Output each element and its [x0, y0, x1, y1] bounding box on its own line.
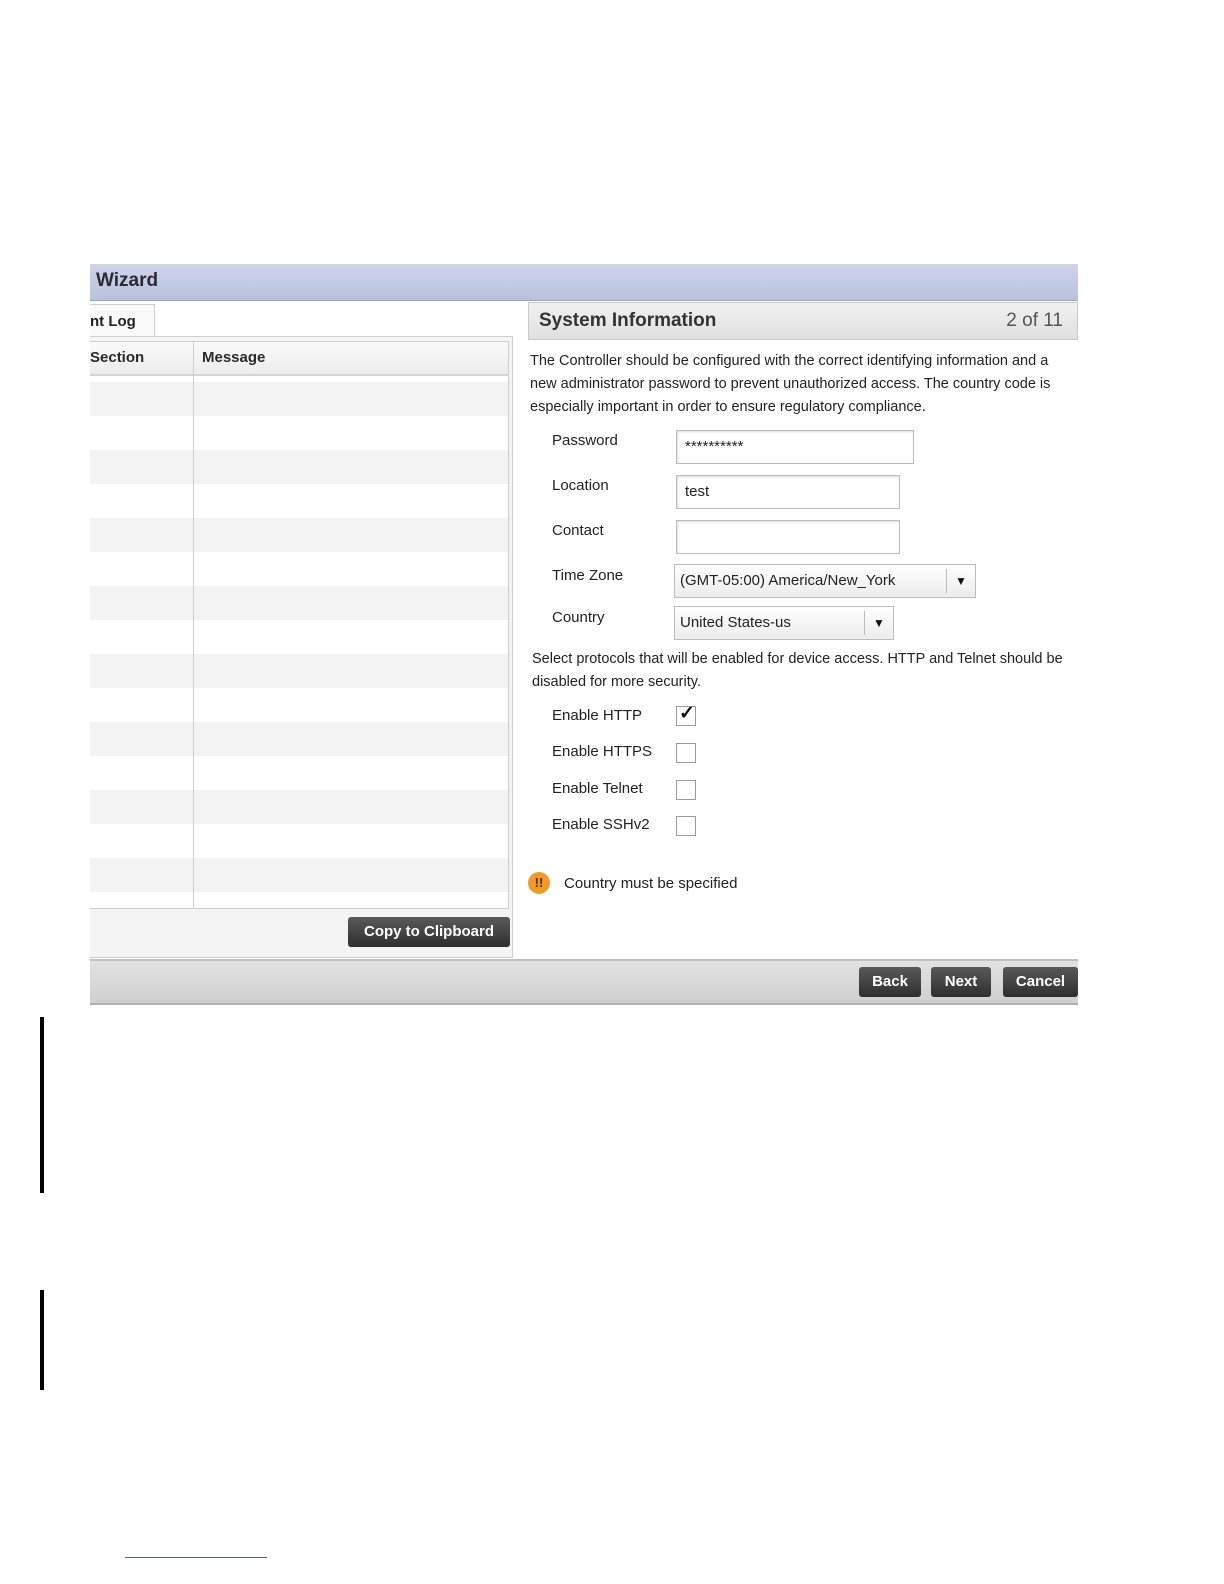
table-row	[90, 450, 508, 484]
copy-to-clipboard-button[interactable]: Copy to Clipboard	[348, 917, 510, 947]
table-row	[90, 382, 508, 416]
enable-http-checkbox[interactable]	[676, 703, 696, 726]
protocols-description: Select protocols that will be enabled for device access. HTTP and Telnet should be disabled for more security.	[532, 651, 1063, 690]
setup-wizard-window	[90, 264, 1078, 1004]
location-label: Location	[552, 477, 609, 494]
change-bar	[40, 1290, 44, 1390]
column-divider[interactable]	[193, 342, 194, 908]
enable-https-checkbox[interactable]	[676, 743, 696, 763]
table-row	[90, 722, 508, 756]
enable-sshv2-checkbox[interactable]	[676, 816, 696, 836]
footnote-rule	[125, 1557, 267, 1558]
enable-https-label: Enable HTTPS	[552, 743, 653, 760]
chevron-down-icon[interactable]: ▼	[864, 611, 893, 635]
chevron-down-icon[interactable]: ▼	[946, 569, 975, 593]
column-header-message[interactable]: Message	[202, 349, 266, 366]
enable-sshv2-label: Enable SSHv2	[552, 816, 650, 833]
checkmark-icon: ✓	[679, 703, 695, 724]
step-progress: 2 of 11	[1006, 310, 1063, 331]
contact-field[interactable]	[676, 520, 900, 554]
next-button[interactable]: Next	[931, 967, 991, 997]
section-description: The Controller should be configured with the correct identifying information and a new administrator password to prevent unauthorized access. The country code is especially important in order to ensure regulatory compliance.	[530, 353, 1051, 415]
enable-http-label: Enable HTTP	[552, 707, 643, 724]
warning-message: Country must be specified	[564, 875, 738, 892]
table-row	[90, 654, 508, 688]
wizard-title: Wizard	[96, 270, 159, 291]
timezone-select[interactable]	[674, 564, 976, 598]
tab-event-log-label: nt Log	[90, 313, 136, 330]
country-select[interactable]	[674, 606, 894, 640]
enable-telnet-checkbox[interactable]	[676, 780, 696, 800]
tab-event-log[interactable]	[90, 304, 155, 337]
table-row	[90, 790, 508, 824]
change-bar	[40, 1017, 44, 1193]
event-log-table[interactable]	[90, 341, 509, 909]
table-row	[90, 858, 508, 892]
password-label: Password	[552, 432, 618, 449]
column-header-section[interactable]: Section	[90, 349, 145, 366]
section-title: System Information	[539, 310, 717, 331]
warning-icon: !!	[528, 872, 550, 894]
password-field[interactable]	[676, 430, 914, 464]
table-row	[90, 586, 508, 620]
table-header	[90, 342, 508, 376]
section-header	[528, 302, 1078, 340]
back-button[interactable]: Back	[859, 967, 921, 997]
system-information-panel	[528, 302, 1078, 952]
cancel-button[interactable]: Cancel	[1003, 967, 1078, 997]
enable-telnet-label: Enable Telnet	[552, 780, 643, 797]
event-log-panel	[90, 336, 513, 958]
password-value: **********	[685, 438, 744, 455]
wizard-button-bar	[90, 959, 1078, 1005]
country-label: Country	[552, 609, 605, 626]
country-value: United States-us	[680, 614, 791, 631]
wizard-title-bar	[90, 264, 1078, 301]
contact-label: Contact	[552, 522, 604, 539]
location-field[interactable]	[676, 475, 900, 509]
location-value: test	[685, 483, 710, 500]
timezone-value: (GMT-05:00) America/New_York	[680, 572, 896, 589]
table-row	[90, 518, 508, 552]
timezone-label: Time Zone	[552, 567, 624, 584]
